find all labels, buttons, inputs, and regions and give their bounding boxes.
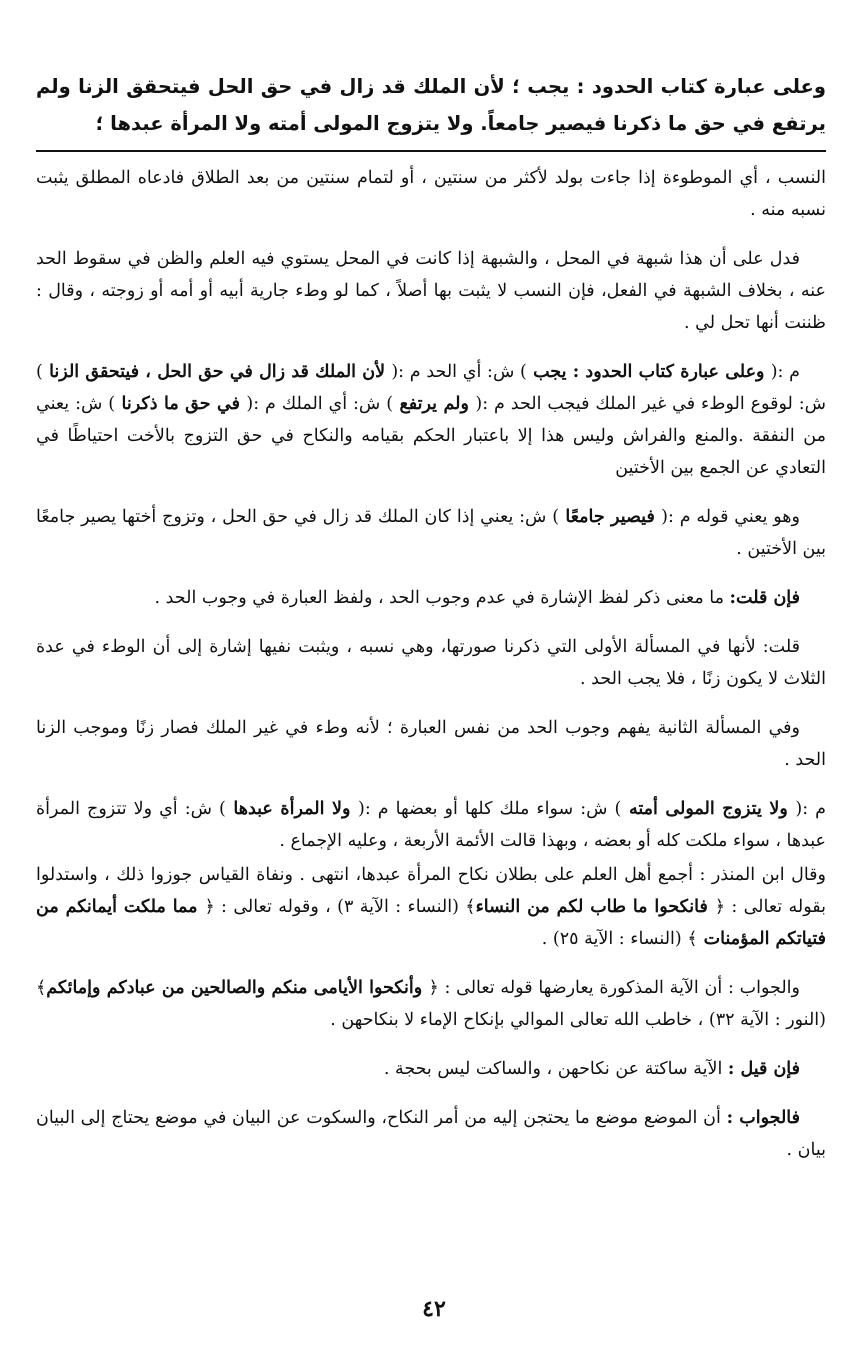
commentary-paragraph-10: [36, 972, 826, 1036]
quoted-matn: ولم يرتفع: [393, 394, 476, 414]
quoted-matn: فيصير جامعًا: [559, 507, 662, 527]
commentary: ﴾ (النور : الآية ٣٢) ، خاطب الله تعالى الموالي بإنكاح الإماء لا بنكاحهن .: [36, 978, 826, 1030]
commentary-paragraph-8: [36, 793, 826, 857]
commentary: ) ش: أي ولا تتزوج المرأة عبدها ، سواء ملكت كله أو بعضه ، وبهذا قالت الأئمة الأربعة ، وعليه الإجماع .: [36, 799, 826, 851]
commentary: والجواب : أن الآية المذكورة يعارضها قوله تعالى : ﴿: [428, 978, 800, 998]
commentary-paragraph-2: فدل على أن هذا شبهة في المحل ، والشبهة إذا كانت في المحل يستوي فيه العلم والظن في سقوط الحد عنه ، بخلاف الشبهة في الفعل، فإن النسب لا يثبت بها أصلاً ، كما لو وطء جارية أبيه أو أمه أو زوجته ، وقال : ظننت أنها تحل لي .: [36, 249, 826, 333]
separator-rule: [36, 150, 826, 152]
commentary: ﴾ (النساء : الآية ٢٥) .: [541, 929, 698, 949]
commentary-paragraph-1: النسب ، أي الموطوءة إذا جاءت بولد لأكثر من سنتين ، أو لتمام سنتين من بعد الطلاق فادعاه المطلق يثبت نسبه منه .: [36, 168, 826, 220]
objection-paragraph: [36, 1053, 826, 1085]
matn-text: وعلى عبارة كتاب الحدود : يجب ؛ لأن الملك قد زال في حق الحل فيتحقق الزنا ولم يرتفع في حق ما ذكرنا فيصير جامعاً. ولا يتزوج المولى أمته ولا المرأة عبدها ؛: [36, 75, 826, 135]
objection-lead: فإن قيل :: [727, 1059, 800, 1079]
reply-lead: فالجواب :: [726, 1108, 800, 1128]
reply-paragraph: [36, 1102, 826, 1166]
question-lead: فإن قلت:: [729, 588, 800, 608]
reply-text: أن الموضع موضع ما يحتجن إليه من أمر النكاح، والسكوت عن البيان في موضع يحتاج إلى البيان بيان .: [36, 1108, 826, 1160]
commentary-paragraph-9: [36, 859, 826, 955]
quoted-matn: ولا يتزوج المولى أمته: [621, 799, 796, 819]
quoted-matn: في حق ما ذكرنا: [115, 394, 247, 414]
objection-text: الآية ساكتة عن نكاحهن ، والساكت ليس بحجة .: [383, 1059, 728, 1079]
page-number: ٤٢: [422, 1296, 446, 1322]
commentary-paragraph-3: [36, 356, 826, 484]
quran-verse: وأنكحوا الأيامى منكم والصالحين من عبادكم وإمائكم: [46, 978, 429, 998]
commentary: وهو يعني قوله م :(: [661, 507, 800, 527]
marker: م :(: [795, 799, 826, 819]
question-paragraph: [36, 582, 826, 614]
question-text: ما معنى ذكر لفظ الإشارة في عدم وجوب الحد ، ولفظ العبارة في وجوب الحد .: [154, 588, 730, 608]
quran-verse: مما ملكت أيمانكم من فتياتكم المؤمنات: [36, 897, 826, 949]
commentary: ) ش: يعني من النفقة .والمنع والفراش وليس هذا إلا باعتبار الحكم بقيامه والنكاح في حق التزوج بالأخت احتياطًا في التعادي عن الجمع بين الأختين: [36, 394, 826, 478]
commentary: ) ش: يعني إذا كان الملك قد زال في حق الحل ، وتزوج أختها يصير جامعًا بين الأختين .: [36, 507, 826, 559]
commentary: ) ش: أي الملك م :(: [246, 394, 394, 414]
answer-paragraph: قلت: لأنها في المسألة الأولى التي ذكرنا صورتها، وهي نسبه ، ويثبت نفيها إشارة إلى أن الوطء في عدة الثلاث لا يكون زنًا ، فلا يجب الحد .: [36, 637, 826, 689]
quoted-matn: ولا المرأة عبدها: [225, 799, 358, 819]
commentary: ) ش: لوقوع الوطء في غير الملك فيجب الحد م :(: [36, 362, 826, 414]
commentary: وقال ابن المنذر : أجمع أهل العلم على بطلان نكاح المرأة عبدها، انتهى . ونفاة القياس جوزوا ذلك ، واستدلوا بقوله تعالى : ﴿: [36, 865, 826, 917]
quoted-matn: لأن الملك قد زال في حق الحل ، فيتحقق الزنا: [42, 362, 392, 382]
quran-verse: فانكحوا ما طاب لكم من النساء: [475, 897, 715, 917]
commentary: ﴾ (النساء : الآية ٣) ، وقوله تعالى : ﴿: [204, 897, 476, 917]
quoted-matn: وعلى عبارة كتاب الحدود : يجب: [526, 362, 771, 382]
commentary-paragraph-7: وفي المسألة الثانية يفهم وجوب الحد من نفس العبارة ؛ لأنه وطء في غير الملك فصار زنًا وموجب الزنا الحد .: [36, 718, 826, 770]
commentary: ) ش: سواء ملك كلها أو بعضها م :(: [358, 799, 622, 819]
commentary: ) ش: أي الحد م :(: [391, 362, 527, 382]
commentary-paragraph-4: [36, 501, 826, 565]
marker: م :(: [770, 362, 801, 382]
